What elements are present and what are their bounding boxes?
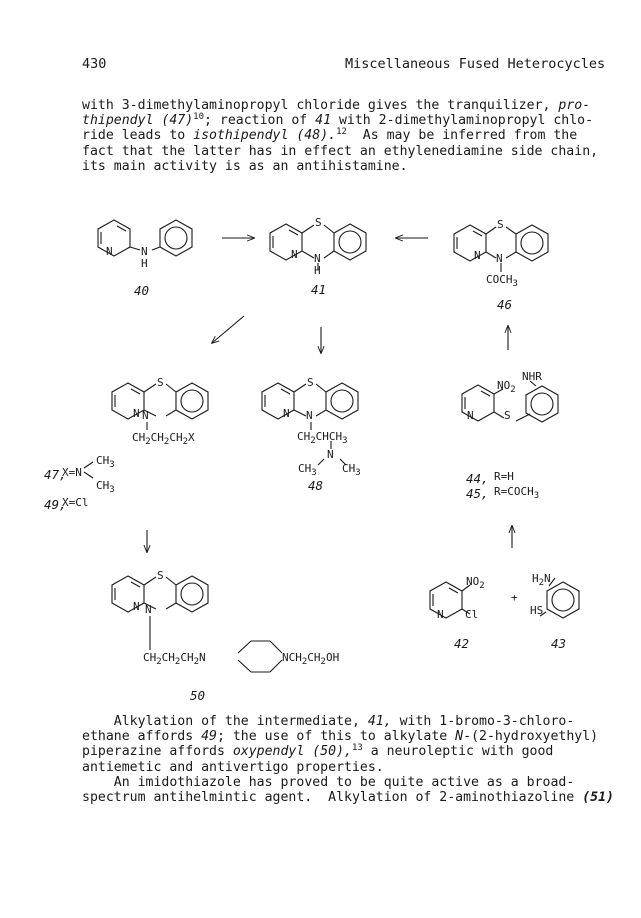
compound-label: 41 [311,282,327,297]
atom-label: $COCH_3$ [486,273,518,289]
atom-label: N [142,409,149,422]
compound-label: 40 [134,283,150,298]
atom-label: N [496,252,503,265]
page-number: 430 [82,56,107,72]
atom-label: N [467,409,474,422]
atom-label: X=N [62,466,82,479]
atom-label: $CH_2CHCH_3$ [297,430,348,446]
atom-label: $NO_2$ [497,379,516,395]
atom-label: N [327,448,334,461]
atom-label: H [141,257,148,270]
atom-label: N [291,248,298,261]
compound-label: 44, [466,471,489,486]
compound-label: 49, [44,497,67,512]
atom-label: $R=COCH_3$ [494,485,540,501]
structure-48 [262,383,358,465]
atom-label: N [141,245,148,258]
atom-label: $CH_2CH_2CH_2N$ [143,651,206,667]
atom-label: $NCH_2CH_2OH$ [282,651,340,667]
compound-label: 48 [308,478,324,493]
atom-label: N [133,407,140,420]
atom-label: R=H [494,470,514,483]
atom-label: S [157,569,164,582]
atom-label: + [511,591,518,604]
compound-label: 43 [551,636,567,651]
running-title: Miscellaneous Fused Heterocycles [345,56,606,72]
atom-label: S [157,376,164,389]
atom-label: N [145,603,152,616]
atom-label: S [504,409,511,422]
atom-label: S [497,218,504,231]
compound-label: 47, [44,467,67,482]
bottom-paragraph: Alkylation of the intermediate, 41, with 1-bromo-3-chloro- ethane affords 49; the use of this to alkylate N-(2-hydroxyethyl) piperazine affords oxypendyl (50),$^{13}$ a neuroleptic with good antiemetic and antivertigo properties. An imidothiazole has proved to be quite active as a broad- spectrum antihelmintic agent. Alkylation of 2-aminothiazoline (51) [82,714,614,806]
atom-label: $CH_3$ [96,454,115,470]
atom-label: N [306,409,313,422]
atom-label: NHR [522,370,542,383]
atom-label: N [133,600,140,613]
arrow-41-to-47 [212,316,244,343]
atom-label: S [315,216,322,229]
compound-label: 50 [190,688,206,703]
atom-label: $CH_3$ [96,479,115,495]
atom-label: N [106,245,113,258]
atom-label: N [437,608,444,621]
atom-label: $NO_2$ [466,575,485,591]
atom-label: $CH_3$ [342,462,361,478]
compound-label: 42 [454,636,470,651]
atom-label: X=Cl [62,496,89,509]
atom-label: S [307,376,314,389]
atom-label: $H_2N$ [532,572,551,588]
top-paragraph: with 3-dimethylaminopropyl chloride gives the tranquilizer, pro- thipendyl $(47)^{10}$; reaction of 41 with 2-dimethylaminopropyl chlo- ride leads to isothipendyl (48).$^{12}$ As may be inferred from the fact that the latter has in effect an ethylenediamine side chain, its main activity is as an antihistamine. [82,98,599,174]
atom-label: N [474,249,481,262]
atom-label: HS [530,604,544,617]
atom-label: H [314,264,321,277]
atom-label: N [314,252,321,265]
atom-label: N [283,407,290,420]
structure-42 [430,582,470,621]
atom-label: $CH_3$ [298,462,317,478]
atom-label: $CH_2CH_2CH_2X$ [132,431,195,447]
atom-label: Cl [465,608,479,621]
compound-label: 46 [497,297,513,312]
compound-label: 45, [466,486,489,501]
